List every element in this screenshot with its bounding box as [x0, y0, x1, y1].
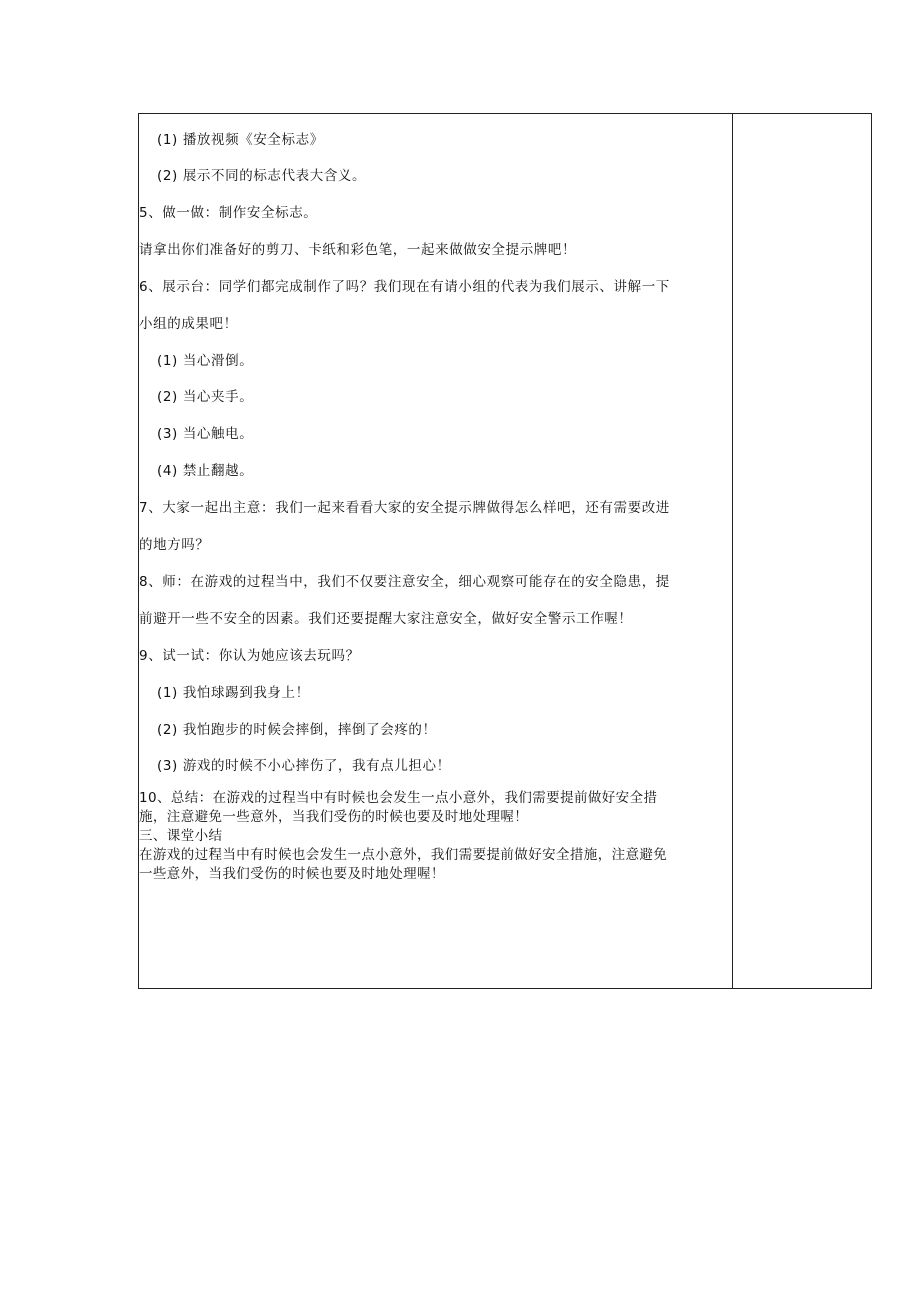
column-divider	[732, 114, 733, 988]
text-line: 三、课堂小结	[139, 828, 223, 844]
text-line: (4) 禁止翻越。	[157, 463, 254, 479]
lesson-table	[138, 113, 872, 989]
text-line: (3) 当心触电。	[157, 426, 254, 442]
text-line: 小组的成果吧！	[139, 316, 238, 332]
text-line: 8、师：在游戏的过程当中，我们不仅要注意安全，细心观察可能存在的安全隐患，提	[139, 574, 670, 590]
text-line: (1) 播放视频《安全标志》	[157, 132, 324, 148]
text-line: (2) 当心夹手。	[157, 389, 254, 405]
text-line: 一些意外，当我们受伤的时候也要及时地处理喔！	[139, 866, 445, 882]
text-line: 7、大家一起出主意：我们一起来看看大家的安全提示牌做得怎么样吧，还有需要改进	[139, 500, 670, 516]
text-line: (1) 我怕球踢到我身上！	[157, 685, 310, 701]
text-line: 5、做一做：制作安全标志。	[139, 205, 318, 221]
text-line: 请拿出你们准备好的剪刀、卡纸和彩色笔，一起来做做安全提示牌吧！	[139, 242, 577, 258]
text-line: 9、试一试：你认为她应该去玩吗？	[139, 648, 360, 664]
text-line: 施，注意避免一些意外，当我们受伤的时候也要及时地处理喔！	[139, 809, 529, 825]
text-line: (3) 游戏的时候不小心摔伤了，我有点儿担心！	[157, 758, 451, 774]
text-line: 的地方吗？	[139, 537, 210, 553]
text-line: 10、总结：在游戏的过程当中有时候也会发生一点小意外，我们需要提前做好安全措	[139, 790, 658, 806]
text-line: (1) 当心滑倒。	[157, 353, 254, 369]
text-line: (2) 展示不同的标志代表大含义。	[157, 168, 367, 184]
text-line: 在游戏的过程当中有时候也会发生一点小意外，我们需要提前做好安全措施，注意避免	[139, 847, 668, 863]
text-line: (2) 我怕跑步的时候会摔倒，摔倒了会疼的！	[157, 722, 437, 738]
text-line: 前避开一些不安全的因素。我们还要提醒大家注意安全，做好安全警示工作喔！	[139, 611, 633, 627]
text-line: 6、展示台：同学们都完成制作了吗？我们现在有请小组的代表为我们展示、讲解一下	[139, 279, 670, 295]
